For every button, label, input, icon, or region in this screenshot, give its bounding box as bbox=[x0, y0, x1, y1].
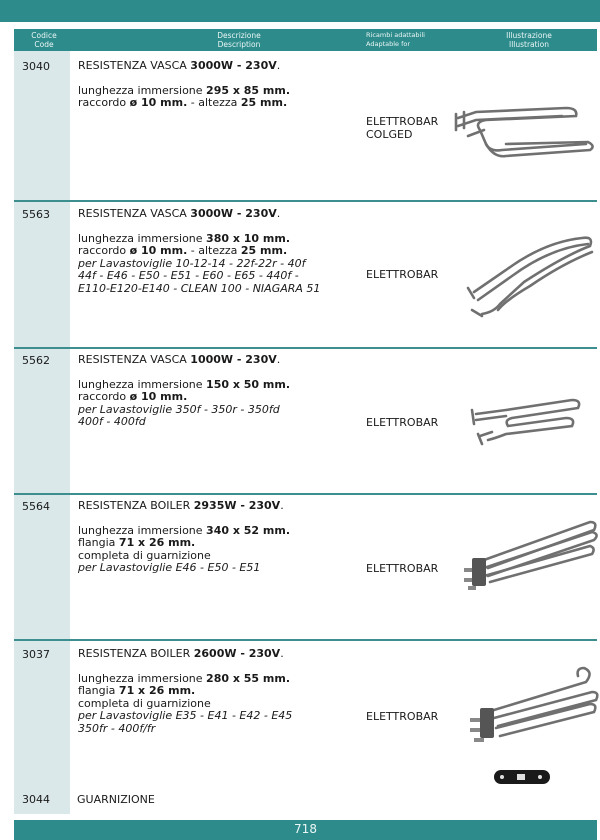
item-spec-line: raccordo ø 10 mm. - altezza 25 mm. bbox=[78, 96, 288, 109]
item-title: RESISTENZA VASCA 1000W - 230V. bbox=[78, 353, 281, 366]
item-code: 3040 bbox=[22, 60, 50, 73]
gasket-illustration bbox=[492, 766, 552, 788]
table-row bbox=[14, 58, 597, 198]
table-row bbox=[14, 206, 597, 346]
item-spec-line: flangia 71 x 26 mm. bbox=[78, 536, 196, 549]
page-number: 718 bbox=[294, 822, 317, 836]
item-description bbox=[78, 648, 378, 735]
item-spec-line: raccordo ø 10 mm. bbox=[78, 390, 188, 403]
header-code bbox=[14, 31, 74, 49]
row-divider bbox=[14, 639, 597, 641]
item-spec-line: lunghezza immersione 150 x 50 mm. bbox=[78, 377, 291, 391]
item-adaptable: ELETTROBAR bbox=[366, 416, 439, 429]
item-description bbox=[78, 60, 378, 110]
item-title: RESISTENZA BOILER 2600W - 230V. bbox=[78, 647, 284, 660]
header-ric-it: Ricambi adattabili bbox=[366, 31, 425, 39]
item-compat-line: E110-E120-E140 - CLEAN 100 - NIAGARA 51 bbox=[78, 281, 321, 295]
item-title: RESISTENZA VASCA 3000W - 230V. bbox=[78, 59, 281, 72]
item-description bbox=[78, 208, 378, 295]
item-compat-line: 44f - E46 - E50 - E51 - E60 - E65 - 440f - bbox=[78, 269, 299, 282]
heating-element-illustration bbox=[460, 662, 600, 752]
header-desc-it: Descrizione bbox=[217, 31, 261, 40]
header-illustration bbox=[464, 31, 594, 49]
item-adaptable: ELETTROBAR bbox=[366, 268, 439, 281]
item-title: RESISTENZA BOILER 2935W - 230V. bbox=[78, 499, 284, 512]
top-band bbox=[0, 0, 600, 22]
item-compat-line: 350fr - 400f/fr bbox=[78, 721, 156, 735]
header-description bbox=[134, 31, 344, 49]
item-adaptable: ELETTROBAR bbox=[366, 710, 439, 723]
item-spec-line: lunghezza immersione 380 x 10 mm. bbox=[78, 231, 291, 245]
item-spec-line: completa di guarnizione bbox=[78, 548, 211, 562]
header-desc-en: Description bbox=[217, 40, 261, 49]
item-spec-line: lunghezza immersione 280 x 55 mm. bbox=[78, 671, 291, 685]
item-code: 3037 bbox=[22, 648, 50, 661]
item-spec-line: raccordo ø 10 mm. - altezza 25 mm. bbox=[78, 244, 288, 257]
item-description bbox=[78, 354, 378, 429]
row-divider bbox=[14, 347, 597, 349]
item-spec-line: lunghezza immersione 340 x 52 mm. bbox=[78, 523, 291, 537]
item-code: 3044 bbox=[22, 793, 50, 806]
item-title: RESISTENZA VASCA 3000W - 230V. bbox=[78, 207, 281, 220]
item-spec-line: completa di guarnizione bbox=[78, 696, 211, 710]
page-footer bbox=[14, 820, 597, 840]
header-ill-en: Illustration bbox=[508, 40, 550, 49]
header-adaptable bbox=[366, 31, 456, 49]
item-compat-line: per Lavastoviglie 350f - 350r - 350fd bbox=[78, 402, 280, 416]
item-code: 5564 bbox=[22, 500, 50, 513]
heating-element-illustration bbox=[454, 230, 599, 322]
row-divider bbox=[14, 493, 597, 495]
item-spec-line: flangia 71 x 26 mm. bbox=[78, 684, 196, 697]
item-code: 5563 bbox=[22, 208, 50, 221]
header-ric-en: Adaptable for bbox=[366, 40, 411, 48]
table-row bbox=[14, 352, 597, 492]
item-compat-line: 400f - 400fd bbox=[78, 415, 146, 428]
header-code-it: Codice bbox=[31, 31, 57, 40]
item-code: 5562 bbox=[22, 354, 50, 367]
item-compat-line: per Lavastoviglie E35 - E41 - E42 - E45 bbox=[78, 709, 293, 722]
table-row bbox=[14, 498, 597, 638]
heating-element-illustration bbox=[446, 100, 596, 162]
gasket-label: GUARNIZIONE bbox=[77, 793, 155, 806]
header-ill-it: Illustrazione bbox=[506, 31, 552, 40]
row-divider bbox=[14, 200, 597, 202]
item-description bbox=[78, 500, 378, 575]
item-compat-line: per Lavastoviglie E46 - E50 - E51 bbox=[78, 561, 261, 574]
header-code-en: Code bbox=[34, 40, 54, 49]
heating-element-illustration bbox=[466, 390, 586, 450]
item-spec-line: lunghezza immersione 295 x 85 mm. bbox=[78, 83, 291, 97]
item-adaptable: ELETTROBAR bbox=[366, 562, 439, 575]
table-row bbox=[14, 646, 597, 786]
heating-element-illustration bbox=[454, 516, 599, 596]
item-compat-line: per Lavastoviglie 10-12-14 - 22f-22r - 40f bbox=[78, 256, 306, 270]
table-header bbox=[14, 29, 597, 51]
item-adaptable: ELETTROBAR COLGED bbox=[366, 115, 439, 141]
